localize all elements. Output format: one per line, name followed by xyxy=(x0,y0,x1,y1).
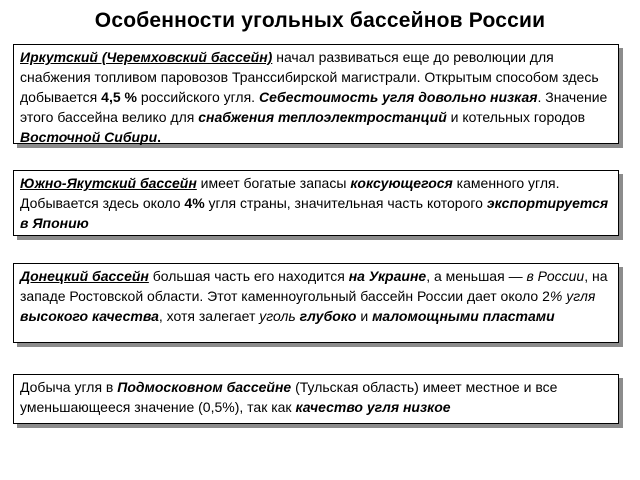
text-run: в России xyxy=(526,268,585,284)
text-run: Южно-Якутский бассейн xyxy=(20,175,197,191)
text-run: и котельных городов xyxy=(446,109,586,125)
text-run: Себестоимость угля довольно низкая xyxy=(258,89,538,105)
text-run: российского угля. xyxy=(136,89,259,105)
text-run: экспортируется в Японию xyxy=(20,195,609,231)
text-run: Подмосковном бассейне xyxy=(117,379,292,395)
text-run: , хотя залегает xyxy=(158,308,260,324)
text-run: угля страны, значительная часть которого xyxy=(204,195,487,211)
text-run: имеет богатые запасы xyxy=(196,175,351,191)
moscow-basin-text-box xyxy=(13,374,619,424)
text-run: глубоко xyxy=(299,308,357,324)
donetsk-basin-text-box xyxy=(13,263,619,343)
text-run: высокого качества xyxy=(20,308,159,324)
text-run: большая часть его находится xyxy=(148,268,349,284)
south-yakutsk-basin-text-box xyxy=(13,170,619,236)
text-run: (Тульская область) имеет местное и все уменьшающееся значение (0,5%), так как xyxy=(20,379,558,415)
text-run: Добыча угля в xyxy=(20,379,118,395)
text-run: 4,5 % xyxy=(101,89,137,105)
text-run: качество угля низкое xyxy=(295,399,451,415)
text-run: Иркутский (Черемховский бассейн) xyxy=(20,49,273,65)
slide-title: Особенности угольных бассейнов России xyxy=(94,9,546,32)
text-run: % угля xyxy=(549,288,596,304)
text-run: снабжения теплоэлектростанций xyxy=(198,109,447,125)
text-run: , на западе Ростовской области. Этот каменноугольный бассейн России дает около 2 xyxy=(20,268,608,304)
text-run: начал развиваться еще до революции для снабжения топливом паровозов Транссибирской магистрали. Открытым способом здесь добывается xyxy=(20,49,599,105)
text-run: . Значение этого бассейна велико для xyxy=(20,89,608,125)
text-run: , а меньшая — xyxy=(426,268,527,284)
irkutsk-basin-text-box xyxy=(13,44,619,144)
text-run: Восточной Сибири xyxy=(20,129,158,145)
text-run: каменного угля. Добывается здесь около xyxy=(20,175,560,211)
text-run: на Украине xyxy=(348,268,427,284)
text-run: и xyxy=(356,308,373,324)
text-run: . xyxy=(157,129,162,145)
text-run: маломощными пластами xyxy=(372,308,555,324)
text-run: 4% xyxy=(184,195,205,211)
text-run: Донецкий бассейн xyxy=(20,268,149,284)
text-run: коксующегося xyxy=(350,175,453,191)
text-run: уголь xyxy=(259,308,296,324)
